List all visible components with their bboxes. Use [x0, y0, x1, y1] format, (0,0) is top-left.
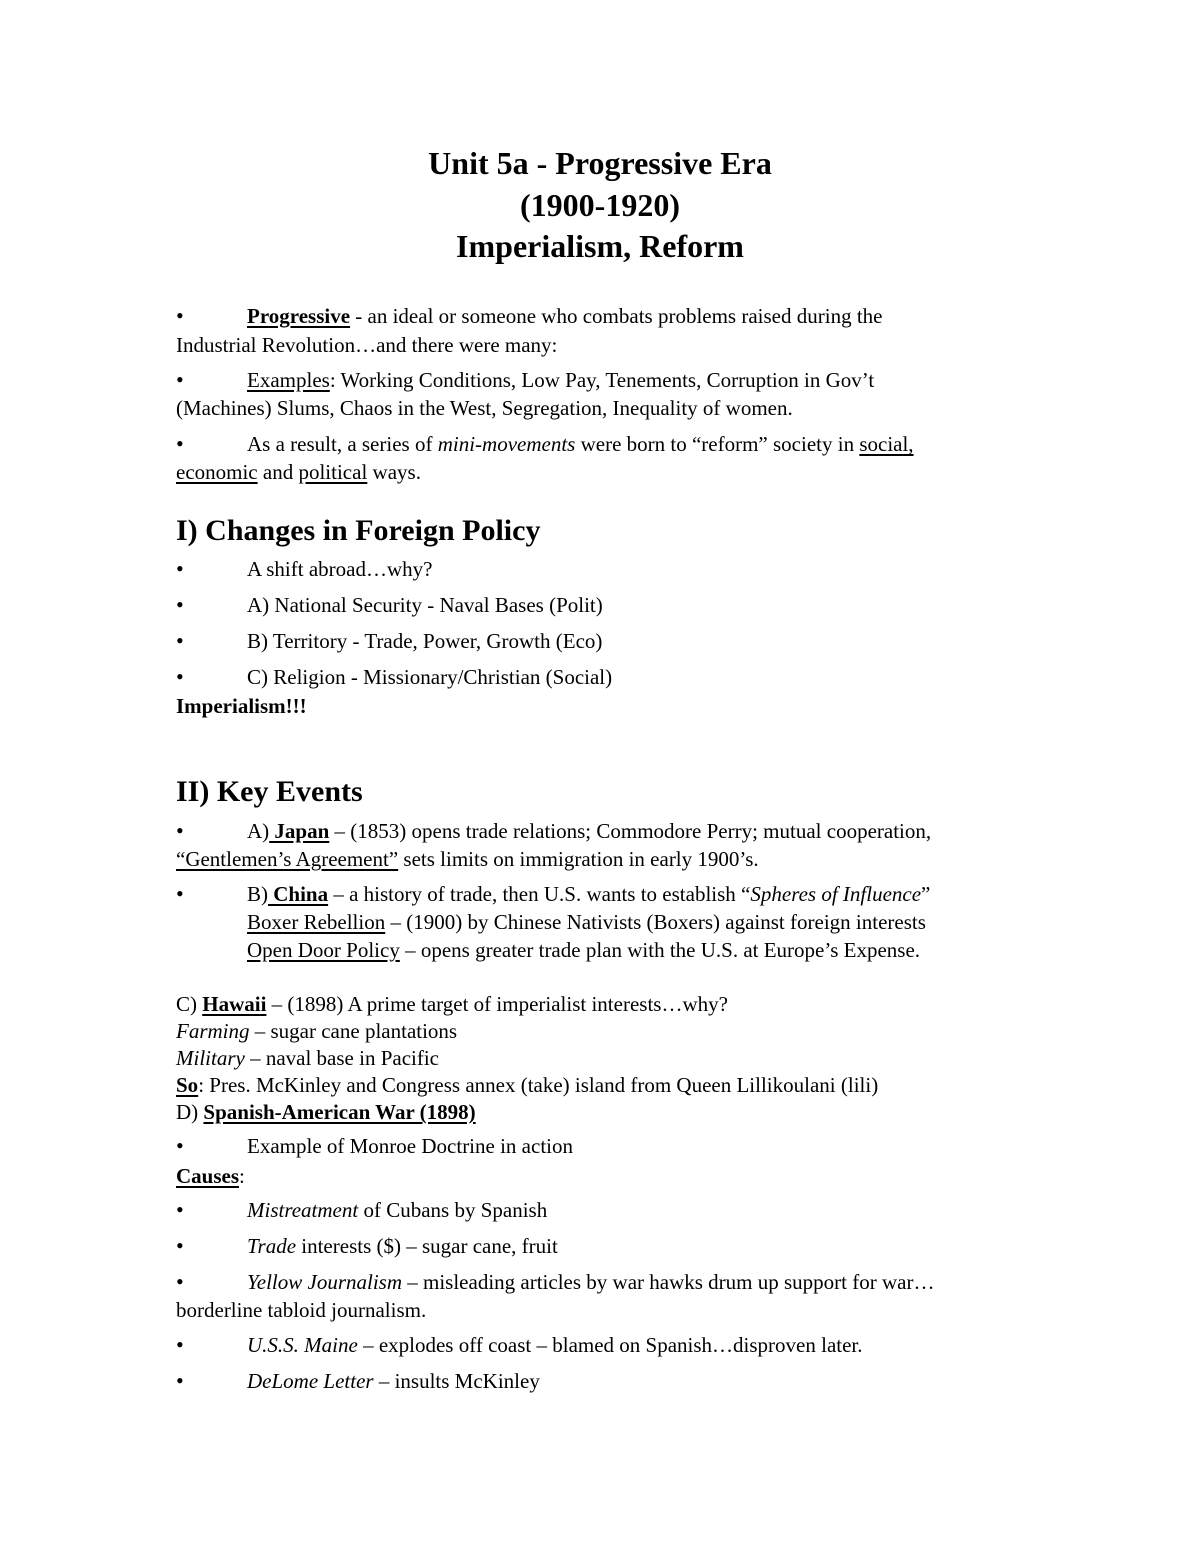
event-japan [247, 817, 931, 845]
cause-text: – insults McKinley [373, 1369, 540, 1393]
hawaii-so-text: : Pres. McKinley and Congress annex (take) island from Queen Lillikoulani (lili) [198, 1073, 879, 1097]
cause-item [247, 1196, 547, 1224]
bullet: • [176, 818, 184, 843]
intro-progressive [247, 302, 882, 330]
term-gentlemens-agreement: “Gentlemen’s Agreement” [176, 847, 399, 871]
term-boxer-rebellion: Boxer Rebellion [247, 910, 386, 934]
cause-term: Trade [247, 1234, 297, 1258]
hawaii-so [176, 1071, 878, 1099]
term-spanish-american-war: Spanish-American War (1898) [203, 1100, 476, 1124]
section1-item: A shift abroad…why? [247, 557, 433, 581]
event-china-prefix: B) [247, 882, 268, 906]
term-hawaii: Hawaii [202, 992, 267, 1016]
term-spheres-of-influence: Spheres of Influence [750, 882, 922, 906]
intro-result-a: As a result, a series of [247, 432, 438, 456]
term-military: Military [176, 1046, 245, 1070]
event-boxer-text: – (1900) by Chinese Nativists (Boxers) against foreign interests [385, 910, 926, 934]
causes-colon: : [239, 1164, 245, 1188]
intro-result [247, 430, 914, 458]
causes-label-line [176, 1162, 245, 1190]
intro-progressive-cont: Industrial Revolution…and there were many: [176, 333, 558, 357]
section1-item: A) National Security - Naval Bases (Polit) [247, 593, 603, 617]
intro-progressive-text: - an ideal or someone who combats problems raised during the [350, 304, 883, 328]
event-spain [176, 1098, 476, 1126]
bullet: • [176, 1332, 184, 1357]
cause-item [247, 1232, 558, 1260]
bullet: • [176, 367, 184, 392]
doc-title-line3: Imperialism, Reform [456, 228, 744, 264]
event-hawaii-prefix: C) [176, 992, 203, 1016]
section1-conclusion: Imperialism!!! [176, 694, 307, 718]
event-china [247, 880, 930, 908]
spain-example: Example of Monroe Doctrine in action [247, 1134, 573, 1158]
hawaii-farming-text: – sugar cane plantations [249, 1019, 458, 1043]
bullet: • [176, 1133, 184, 1158]
term-examples: Examples [247, 368, 330, 392]
event-boxer [247, 908, 926, 936]
bullet: • [176, 556, 184, 581]
event-open-door-text: – opens greater trade plan with the U.S. at Europe’s Expense. [399, 938, 921, 962]
cause-term: U.S.S. Maine [247, 1333, 358, 1357]
doc-title-line1: Unit 5a - Progressive Era [428, 145, 772, 181]
section1-item: B) Territory - Trade, Power, Growth (Eco) [247, 629, 603, 653]
cause-yellow-cont: borderline tabloid journalism. [176, 1298, 427, 1322]
bullet: • [176, 303, 184, 328]
cause-text: – misleading articles by war hawks drum up support for war… [402, 1270, 935, 1294]
term-so: So [176, 1073, 199, 1097]
bullet: • [176, 592, 184, 617]
cause-item [247, 1331, 863, 1359]
term-mini-movements: mini-movements [437, 432, 576, 456]
hawaii-farming [176, 1017, 457, 1045]
cause-term: Mistreatment [247, 1198, 359, 1222]
bullet: • [176, 1197, 184, 1222]
cause-text: interests ($) – sugar cane, fruit [296, 1234, 558, 1258]
bullet: • [176, 628, 184, 653]
cause-text: of Cubans by Spanish [358, 1198, 548, 1222]
bullet: • [176, 664, 184, 689]
event-japan-cont [176, 845, 759, 873]
section2-heading: II) Key Events [176, 775, 363, 808]
section1-item: C) Religion - Missionary/Christian (Social) [247, 665, 613, 689]
term-social: social, [859, 432, 914, 456]
section1-heading: I) Changes in Foreign Policy [176, 514, 541, 547]
cause-item [247, 1268, 934, 1296]
intro-result-h: ways. [367, 460, 421, 484]
cause-term: DeLome Letter [247, 1369, 374, 1393]
bullet: • [176, 1233, 184, 1258]
term-open-door-policy: Open Door Policy [247, 938, 400, 962]
term-china: China [268, 882, 329, 906]
term-japan: Japan [269, 819, 330, 843]
term-economic: economic [176, 460, 258, 484]
event-open-door [247, 936, 920, 964]
cause-item [247, 1367, 540, 1395]
intro-result-f: and [257, 460, 299, 484]
doc-title-line2: (1900-1920) [520, 187, 680, 223]
intro-examples [247, 366, 874, 394]
event-china-close-quote: ” [921, 882, 931, 906]
term-political: political [298, 460, 368, 484]
hawaii-military [176, 1044, 439, 1072]
bullet: • [176, 431, 184, 456]
intro-examples-text: : Working Conditions, Low Pay, Tenements, Corruption in Gov’t [329, 368, 875, 392]
term-farming: Farming [176, 1019, 250, 1043]
event-spain-prefix: D) [176, 1100, 204, 1124]
intro-result-c: were born to “reform” society in [575, 432, 860, 456]
event-hawaii-text: – (1898) A prime target of imperialist interests…why? [266, 992, 728, 1016]
term-causes: Causes [176, 1164, 240, 1188]
bullet: • [176, 881, 184, 906]
intro-result-cont [176, 458, 421, 486]
event-japan-text: – (1853) opens trade relations; Commodore Perry; mutual cooperation, [329, 819, 932, 843]
bullet: • [176, 1368, 184, 1393]
cause-text: – explodes off coast – blamed on Spanish…disproven later. [357, 1333, 863, 1357]
event-china-text: – a history of trade, then U.S. wants to establish “ [328, 882, 751, 906]
hawaii-military-text: – naval base in Pacific [244, 1046, 440, 1070]
event-japan-agreement-text: sets limits on immigration in early 1900’s. [398, 847, 759, 871]
bullet: • [176, 1269, 184, 1294]
event-japan-prefix: A) [247, 819, 270, 843]
intro-examples-cont: (Machines) Slums, Chaos in the West, Segregation, Inequality of women. [176, 396, 793, 420]
event-hawaii [176, 990, 728, 1018]
cause-term: Yellow Journalism [247, 1270, 402, 1294]
term-progressive: Progressive [247, 304, 351, 328]
